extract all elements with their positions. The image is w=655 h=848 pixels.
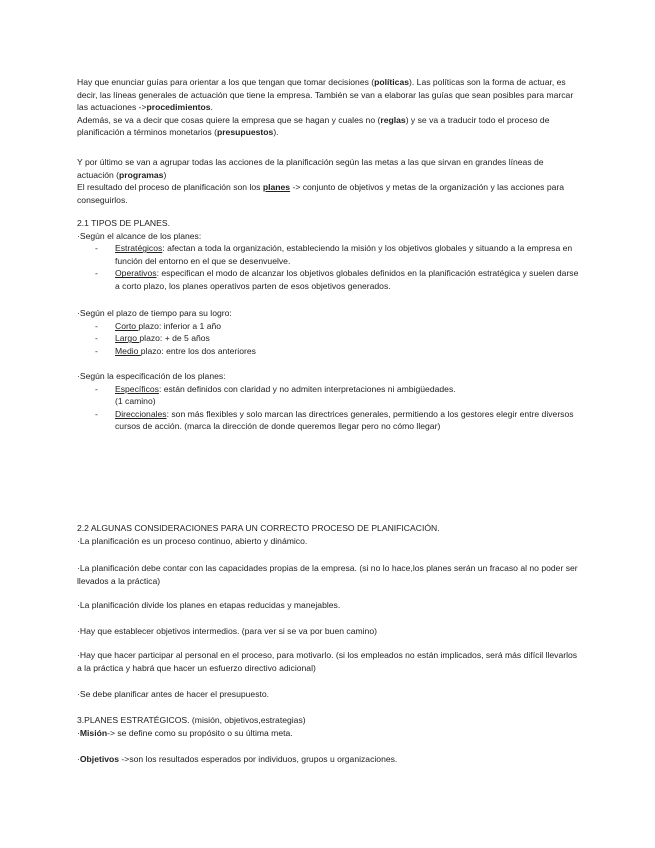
text: El resultado del proceso de planificación son los xyxy=(77,182,263,193)
item-text: : están definidos con claridad y no admiten interpretaciones ni ambigüedades. xyxy=(158,383,456,394)
text: Y por último se van a agrupar todas las acciones de la planificación según las metas a las que sirvan en grandes líneas de actuación ( xyxy=(77,157,544,180)
text: ) y se va a traducir todo el proceso de planificación a términos monetarios ( xyxy=(77,114,550,138)
definition-text: ->son los resultados esperados por individuos, grupos u organizaciones. xyxy=(119,754,398,764)
term-procedimientos: procedimientos xyxy=(146,102,211,113)
text: Hay que enunciar guías para orientar a los que tengan que tomar decisiones ( xyxy=(77,77,375,87)
item-text: : son más flexibles y solo marcan las directrices generales, permitiendo a los gestores elegir entre diversos cursos de acción. (marca la dirección de donde queremos llegar pero no cómo llegar) xyxy=(115,408,574,432)
term-largo: Largo xyxy=(115,333,140,344)
term-estrategicos: Estratégicos xyxy=(115,243,163,254)
consideration-block xyxy=(77,599,582,612)
list-heading: ·Según la especificación de los planes: xyxy=(77,371,226,381)
dash-bullet: - xyxy=(95,408,98,419)
term-direccionales: Direccionales xyxy=(115,408,167,419)
text: ) xyxy=(163,169,167,180)
section-3-objetivos xyxy=(77,753,582,766)
consideration-item: ·La planificación divide los planes en etapas reducidas y manejables. xyxy=(77,600,341,610)
section-title: 3.PLANES ESTRATÉGICOS. (misión, objetivos,estrategias) xyxy=(77,715,306,725)
definition-text: -> se define como su propósito o su última meta. xyxy=(107,727,293,738)
bullet: · xyxy=(77,754,80,764)
consideration-item: ·Se debe planificar antes de hacer el presupuesto. xyxy=(77,689,270,699)
list-item xyxy=(77,345,582,358)
definition-mision xyxy=(77,727,582,740)
dash-bullet: - xyxy=(95,345,98,356)
consideration-item: ·La planificación es un proceso continuo, abierto y dinámico. xyxy=(77,535,308,546)
text: Además, se va a decir que cosas quiere la empresa que se hagan y cuales no ( xyxy=(77,114,381,125)
dash-bullet: - xyxy=(95,333,98,344)
item-text: plazo: + de 5 años xyxy=(139,333,210,344)
term-operativos: Operativos xyxy=(115,268,157,279)
intro-paragraph-politicas xyxy=(77,76,582,114)
list-heading: ·Según el plazo de tiempo para su logro: xyxy=(77,308,232,318)
list-heading: ·Según el alcance de los planes: xyxy=(77,230,202,241)
consideration-block xyxy=(77,562,582,587)
section-2-1-alcance xyxy=(77,217,582,293)
list-item xyxy=(77,267,582,292)
intro-block xyxy=(77,76,582,139)
text: -> conjunto de objetivos y metas de la organización y las acciones para conseguirlos. xyxy=(77,182,565,205)
consideration-item: ·La planificación debe contar con las capacidades propias de la empresa. (si no lo hace,los planes serán un fracaso al no poder ser llevados a la práctica) xyxy=(77,563,578,586)
intro-paragraph-reglas xyxy=(77,114,582,139)
list-item xyxy=(77,242,582,267)
term-objetivos: Objetivos xyxy=(79,754,120,764)
item-text: : afectan a toda la organización, estableciendo la misión y los objetivos globales y situando a la empresa en función del entorno en el que se desenvuelve. xyxy=(115,243,573,266)
intro-paragraph-programas xyxy=(77,156,582,181)
list-item xyxy=(77,383,582,408)
consideration-item: ·Hay que establecer objetivos intermedios. (para ver si se va por buen camino) xyxy=(77,626,377,636)
dash-bullet: - xyxy=(95,243,98,254)
consideration-item: ·Hay que hacer participar al personal en el proceso, para motivarlo. (si los empleados no están implicados, será más difícil llevarlos a la práctica y habrá que hacer un esfuerzo directivo adicional) xyxy=(77,650,578,673)
term-reglas: reglas xyxy=(380,114,406,125)
intro-paragraph-planes xyxy=(77,181,582,206)
term-presupuestos: presupuestos xyxy=(216,127,274,138)
term-especificos: Específicos xyxy=(115,383,159,394)
section-title: 2.2 ALGUNAS CONSIDERACIONES PARA UN CORRECTO PROCESO DE PLANIFICACIÓN. xyxy=(77,523,440,533)
section-3 xyxy=(77,714,582,739)
section-2-2 xyxy=(77,522,582,547)
dash-bullet: - xyxy=(95,383,98,394)
term-planes: planes xyxy=(262,182,291,193)
intro-block-2 xyxy=(77,156,582,206)
section-2-1-especificacion xyxy=(77,370,582,433)
term-medio: Medio xyxy=(115,345,141,356)
consideration-block xyxy=(77,625,582,638)
term-programas: programas xyxy=(119,169,164,180)
item-note: (1 camino) xyxy=(115,396,156,407)
list-item xyxy=(77,332,582,345)
item-text: plazo: entre los dos anteriores xyxy=(140,345,256,356)
section-title: 2.1 TIPOS DE PLANES. xyxy=(77,218,170,228)
consideration-block xyxy=(77,688,582,701)
dash-bullet: - xyxy=(95,268,98,279)
text: ). xyxy=(273,127,279,138)
dash-bullet: - xyxy=(95,320,98,331)
term-mision: Misión xyxy=(79,727,108,738)
bullet: · xyxy=(77,727,80,738)
list-item xyxy=(77,320,582,333)
text: ). Las políticas son la forma de actuar, es decir, las líneas generales de actuación que tiene la empresa. También se van a elaborar las guías que sean posibles para marcar las actuaciones -> xyxy=(77,77,574,113)
list-item xyxy=(77,408,582,433)
section-2-1-plazo xyxy=(77,307,582,357)
item-text: : especifican el modo de alcanzar los objetivos globales definidos en la planificación estratégica y suelen darse a corto plazo, los planes operativos parten de esos objetivos generados. xyxy=(115,268,579,291)
definition-objetivos xyxy=(77,753,582,766)
term-politicas: políticas xyxy=(374,77,410,87)
consideration-block xyxy=(77,649,582,674)
item-text: plazo: inferior a 1 año xyxy=(138,320,222,331)
text: . xyxy=(210,102,213,113)
term-corto: Corto xyxy=(115,320,139,331)
